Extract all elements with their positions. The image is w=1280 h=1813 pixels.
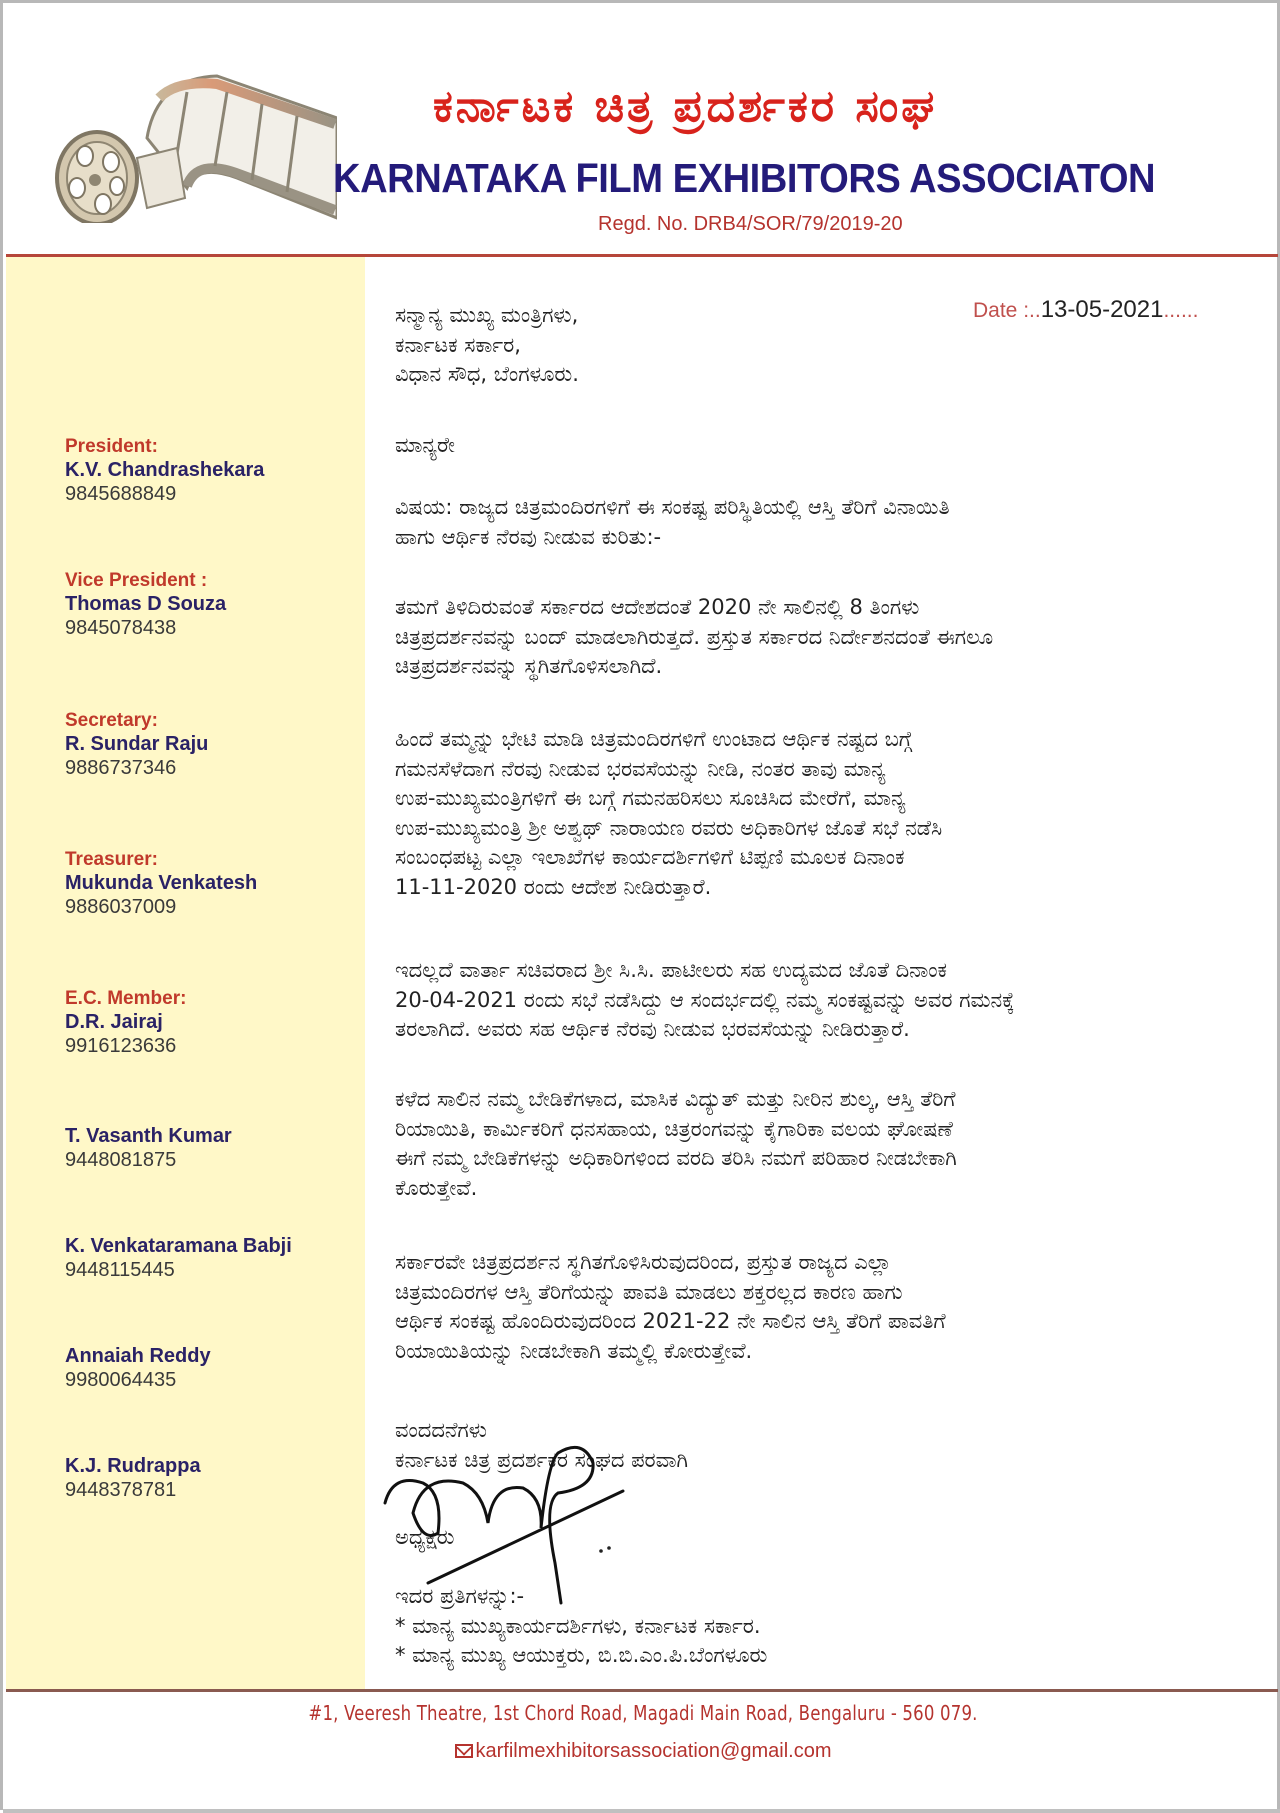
member-name: R. Sundar Raju	[65, 733, 209, 755]
paragraph-line: ಕೊರುತ್ತೇವೆ.	[395, 1175, 478, 1200]
member-role: Vice President :	[65, 570, 208, 591]
member-name: K.V. Chandrashekara	[65, 459, 265, 481]
footer-address: #1, Veeresh Theatre, 1st Chord Road, Magadi Main Road, Bengaluru - 560 079.	[308, 1701, 978, 1725]
paragraph-line: ಉಪ-ಮುಖ್ಯಮಂತ್ರಿಗಳಿಗೆ ಈ ಬಗ್ಗೆ ಗಮನಹರಿಸಲು ಸೂಚಿಸಿದ ಮೇರೆಗೆ, ಮಾನ್ಯ	[395, 786, 906, 810]
address-line: ಸನ್ಮಾನ್ಯ ಮುಖ್ಯ ಮಂತ್ರಿಗಳು,	[395, 303, 579, 327]
paragraph-line: ಚಿತ್ರಪ್ರದರ್ಶನವನ್ನು ಬಂದ್ ಮಾಡಲಾಗಿರುತ್ತದೆ. ಪ್ರಸ್ತುತ ಸರ್ಕಾರದ ನಿರ್ದೇಶನದಂತೆ ಈಗಲೂ	[395, 624, 994, 649]
closing-line: ಕರ್ನಾಟಕ ಚಿತ್ರ ಪ್ರದರ್ಶಕರ ಸಂಘದ ಪರವಾಗಿ	[395, 1447, 689, 1472]
member-name: Annaiah Reddy	[65, 1345, 211, 1367]
member-secretary	[65, 709, 208, 780]
paragraph-line: ಸಂಬಂಧಪಟ್ಟ ಎಲ್ಲಾ ಇಲಾಖೆಗಳ ಕಾರ್ಯದರ್ಶಿಗಳಿಗೆ ಟಿಪ್ಪಣಿ ಮೂಲಕ ದಿನಾಂಕ	[395, 845, 905, 869]
copies-heading: ಇದರ ಪ್ರತಿಗಳನ್ನು:-	[395, 1584, 525, 1608]
member-phone: 9448115445	[65, 1259, 175, 1281]
member-ec-member	[65, 987, 186, 1058]
member-ec-4	[65, 1344, 211, 1392]
member-phone: 9916123636	[65, 1035, 177, 1057]
email-address[interactable]: karfilmexhibitorsassociation@gmail.com	[475, 1740, 832, 1762]
member-phone: 9886037009	[65, 896, 177, 918]
member-phone: 9845078438	[65, 617, 177, 639]
paragraph-line: ಇದಲ್ಲದೆ ವಾರ್ತಾ ಸಚಿವರಾದ ಶ್ರೀ ಸಿ.ಸಿ. ಪಾಟೀಲರು ಸಹ ಉದ್ಯಮದ ಜೊತೆ ದಿನಾಂಕ	[395, 958, 947, 982]
signatory-title: ಅಧ್ಯಕ್ಷರು	[395, 1525, 455, 1549]
film-reel-icon	[47, 58, 337, 223]
paragraph-4	[395, 1085, 1255, 1203]
member-role: Treasurer:	[65, 849, 158, 870]
subject	[395, 493, 1255, 552]
paragraph-3	[395, 956, 1255, 1045]
member-name: K.J. Rudrappa	[65, 1455, 201, 1477]
paragraph-2	[395, 725, 1255, 902]
date-trail: ......	[1163, 299, 1199, 322]
paragraph-line: ರಿಯಾಯಿತಿಯನ್ನು ನೀಡಬೇಕಾಗಿ ತಮ್ಮಲ್ಲಿ ಕೋರುತ್ತೇವೆ.	[395, 1338, 753, 1363]
subject-line: ಹಾಗು ಆರ್ಥಿಕ ನೆರವು ನೀಡುವ ಕುರಿತು:-	[395, 524, 662, 549]
member-vice-president	[65, 569, 226, 640]
envelope-icon	[455, 1744, 473, 1758]
member-phone: 9980064435	[65, 1369, 177, 1391]
paragraph-line: ಸರ್ಕಾರವೇ ಚಿತ್ರಪ್ರದರ್ಶನ ಸ್ಥಗಿತಗೊಳಿಸಿರುವುದರಿಂದ, ಪ್ರಸ್ತುತ ರಾಜ್ಯದ ಎಲ್ಲಾ	[395, 1250, 892, 1274]
paragraph-line: ರಿಯಾಯಿತಿ, ಕಾರ್ಮಿಕರಿಗೆ ಧನಸಹಾಯ, ಚಿತ್ರರಂಗವನ್ನು ಕೈಗಾರಿಕಾ ವಲಯ ಘೋಷಣೆ	[395, 1116, 953, 1141]
member-ec-5	[65, 1454, 201, 1502]
paragraph-line: ಕಳೆದ ಸಾಲಿನ ನಮ್ಮ ಬೇಡಿಕೆಗಳಾದ, ಮಾಸಿಕ ವಿದ್ಯುತ್ ಮತ್ತು ನೀರಿನ ಶುಲ್ಕ, ಆಸ್ತಿ ತೆರಿಗೆ	[395, 1087, 956, 1111]
salutation: ಮಾನ್ಯರೇ	[395, 433, 455, 457]
footer-email	[3, 1740, 1280, 1763]
member-name: K. Venkataramana Babji	[65, 1235, 292, 1257]
date-value: 13-05-2021	[1040, 296, 1164, 323]
paragraph-line: 11-11-2020 ರಂದು ಆದೇಶ ನೀಡಿರುತ್ತಾರೆ.	[395, 874, 712, 899]
paragraph-1	[395, 593, 1255, 682]
paragraph-line: ತಮಗೆ ತಿಳಿದಿರುವಂತೆ ಸರ್ಕಾರದ ಆದೇಶದಂತೆ 2020 ನೇ ಸಾಲಿನಲ್ಲಿ 8 ತಿಂಗಳು	[395, 595, 920, 619]
paragraph-line: ಉಪ-ಮುಖ್ಯಮಂತ್ರಿ ಶ್ರೀ ಅಶ್ವಥ್ ನಾರಾಯಣ ರವರು ಅಧಿಕಾರಿಗಳ ಜೊತೆ ಸಭೆ ನಡೆಸಿ	[395, 815, 943, 840]
copy-item: * ಮಾನ್ಯ ಮುಖ್ಯ ಆಯುಕ್ತರು, ಬಿ.ಬಿ.ಎಂ.ಪಿ.ಬೆಂಗಳೂರು	[395, 1643, 768, 1667]
member-president	[65, 435, 264, 506]
paragraph-5	[395, 1248, 1255, 1366]
member-name: T. Vasanth Kumar	[65, 1125, 232, 1147]
member-role: E.C. Member:	[65, 988, 187, 1009]
member-name: Mukunda Venkatesh	[65, 872, 258, 894]
copy-item: * ಮಾನ್ಯ ಮುಖ್ಯಕಾರ್ಯದರ್ಶಿಗಳು, ಕರ್ನಾಟಕ ಸರ್ಕಾರ.	[395, 1613, 761, 1638]
paragraph-line: ತರಲಾಗಿದೆ. ಅವರು ಸಹ ಆರ್ಥಿಕ ನೆರವು ನೀಡುವ ಭರವಸೆಯನ್ನು ನೀಡಿರುತ್ತಾರೆ.	[395, 1017, 910, 1041]
subject-line: ವಿಷಯ: ರಾಜ್ಯದ ಚಿತ್ರಮಂದಿರಗಳಿಗೆ ಈ ಸಂಕಷ್ಟ ಪರಿಸ್ಥಿತಿಯಲ್ಲಿ ಆಸ್ತಿ ತೆರಿಗೆ ವಿನಾಯಿತಿ	[395, 495, 950, 519]
member-treasurer	[65, 848, 257, 919]
member-ec-3	[65, 1234, 292, 1282]
handwritten-signature	[383, 1443, 643, 1613]
footer-divider	[6, 1689, 1278, 1692]
paragraph-line: ಚಿತ್ರಪ್ರದರ್ಶನವನ್ನು ಸ್ಥಗಿತಗೊಳಿಸಲಾಗಿದೆ.	[395, 654, 663, 678]
paragraph-line: ಈಗೆ ನಮ್ಮ ಬೇಡಿಕೆಗಳನ್ನು ಅಧಿಕಾರಿಗಳಿಂದ ವರದಿ ತರಿಸಿ ನಮಗೆ ಪರಿಹಾರ ನೀಡಬೇಕಾಗಿ	[395, 1146, 957, 1170]
paragraph-line: ಹಿಂದೆ ತಮ್ಮನ್ನು ಭೇಟಿ ಮಾಡಿ ಚಿತ್ರಮಂದಿರಗಳಿಗೆ ಉಂಟಾದ ಆರ್ಥಿಕ ನಷ್ಟದ ಬಗ್ಗೆ	[395, 727, 913, 751]
association-title-kannada: ಕರ್ನಾಟಕ ಚಿತ್ರ ಪ್ರದರ್ಶಕರ ಸಂಘ	[433, 81, 938, 132]
address-line: ಕರ್ನಾಟಕ ಸರ್ಕಾರ,	[395, 332, 521, 357]
member-phone: 9448081875	[65, 1149, 177, 1171]
address-line: ವಿಧಾನ ಸೌಧ, ಬೆಂಗಳೂರು.	[395, 362, 579, 386]
closing-line: ವಂದದನೆಗಳು	[395, 1418, 487, 1442]
paragraph-line: ಆರ್ಥಿಕ ಸಂಕಷ್ಟ ಹೊಂದಿರುವುದರಿಂದ 2021-22 ನೇ ಸಾಲಿನ ಆಸ್ತಿ ತೆರಿಗೆ ಪಾವತಿಗೆ	[395, 1309, 946, 1333]
association-title-english: KARNATAKA FILM EXHIBITORS ASSOCIATON	[333, 155, 1156, 201]
member-ec-2	[65, 1124, 232, 1172]
date-label: Date :..	[973, 299, 1041, 322]
recipient-address	[395, 301, 1255, 390]
member-phone: 9845688849	[65, 483, 177, 505]
paragraph-line: ಗಮನಸೆಳೆದಾಗ ನೆರವು ನೀಡುವ ಭರವಸೆಯನ್ನು ನೀಡಿ, ನಂತರ ತಾವು ಮಾನ್ಯ	[395, 756, 886, 781]
registration-number: Regd. No. DRB4/SOR/79/2019-20	[598, 213, 903, 235]
member-role: Secretary:	[65, 710, 158, 731]
member-phone: 9448378781	[65, 1479, 177, 1501]
paragraph-line: 20-04-2021 ರಂದು ಸಭೆ ನಡೆಸಿದ್ದು ಆ ಸಂದರ್ಭದಲ್ಲಿ ನಮ್ಮ ಸಂಕಷ್ಟವನ್ನು ಅವರ ಗಮನಕ್ಕೆ	[395, 987, 1015, 1012]
member-role: President:	[65, 436, 158, 457]
paragraph-line: ಚಿತ್ರಮಂದಿರಗಳ ಆಸ್ತಿ ತೆರಿಗೆಯನ್ನು ಪಾವತಿ ಮಾಡಲು ಶಕ್ತರಲ್ಲದ ಕಾರಣ ಹಾಗು	[395, 1279, 903, 1304]
member-name: D.R. Jairaj	[65, 1011, 163, 1033]
member-name: Thomas D Souza	[65, 593, 227, 615]
member-phone: 9886737346	[65, 757, 177, 779]
